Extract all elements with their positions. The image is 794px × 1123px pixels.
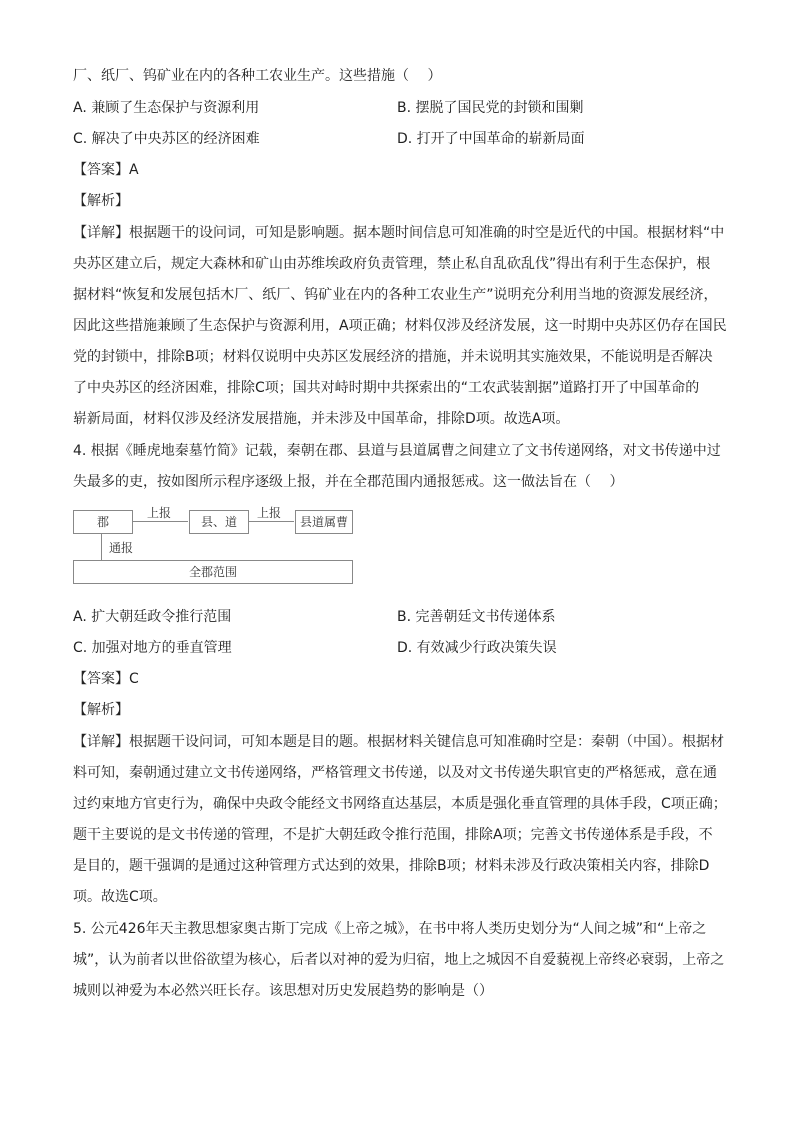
q3-detail-line: 党的封锁中，排除B项；材料仅说明中央苏区发展经济的措施，并未说明其实施效果，不能说明是否解决 bbox=[73, 349, 713, 365]
q4-detail-line: 料可知，秦朝通过建立文书传递网络，严格管理文书传递，以及对文书传递失职官吏的严格惩戒，意在通 bbox=[73, 765, 717, 781]
q3-option-d: D. 打开了中国革命的崭新局面 bbox=[397, 131, 585, 147]
q4-option-d: D. 有效减少行政决策失误 bbox=[397, 640, 557, 656]
connector-line bbox=[101, 533, 102, 560]
q3-analysis-label: 【解析】 bbox=[73, 193, 129, 209]
q4-option-c: C. 加强对地方的垂直管理 bbox=[73, 640, 232, 656]
q4-stem-line: 4. 根据《睡虎地秦墓竹简》记载，秦朝在郡、县道与县道属曹之间建立了文书传递网络，对文书传递中过 bbox=[73, 443, 721, 459]
q3-detail-line: 央苏区建立后，规定大森林和矿山由苏维埃政府负责管理，禁止私自乱砍乱伐”得出有利于生态保护，根 bbox=[73, 256, 711, 272]
q5-stem-line: 城则以神爱为本必然兴旺长存。该思想对历史发展趋势的影响是（） bbox=[73, 983, 493, 999]
q3-detail-line: 崭新局面，材料仅涉及经济发展措施，并未涉及中国革命，排除D项。故选A项。 bbox=[73, 411, 570, 427]
q3-detail-line: 了中央苏区的经济困难，排除C项；国共对峙时期中共探索出的“工农武装割据”道路打开了中国革命的 bbox=[73, 380, 700, 396]
q3-detail-line: 据材料“恢复和发展包括木厂、纸厂、钨矿业在内的各种工农业生产”说明充分利用当地的资源发展经济， bbox=[73, 287, 718, 303]
q3-answer: 【答案】A bbox=[73, 162, 139, 178]
label-report-up-2: 上报 bbox=[257, 506, 282, 520]
q4-option-b: B. 完善朝廷文书传递体系 bbox=[397, 609, 556, 625]
q4-detail-line: 过约束地方官吏行为，确保中央政令能经文书网络直达基层，本质是强化垂直管理的具体手段，C项正确； bbox=[73, 796, 727, 812]
box-xiandao-shucao: 县道属曹 bbox=[295, 510, 353, 534]
q4-detail-line: 项。故选C项。 bbox=[73, 889, 167, 905]
q4-detail-line: 题干主要说的是文书传递的管理，不是扩大朝廷政令推行范围，排除A项；完善文书传递体系是手段，不 bbox=[73, 827, 713, 843]
q3-option-c: C. 解决了中央苏区的经济困难 bbox=[73, 131, 260, 147]
q4-stem-line: 失最多的吏，按如图所示程序逐级上报，并在全郡范围内通报惩戒。这一做法旨在（ ） bbox=[73, 474, 624, 490]
q3-stem-tail: 厂、纸厂、钨矿业在内的各种工农业生产。这些措施（ ） bbox=[73, 68, 442, 84]
q3-option-a: A. 兼顾了生态保护与资源利用 bbox=[73, 100, 260, 116]
connector-line bbox=[132, 521, 188, 522]
q4-detail-line: 是目的，题干强调的是通过这种管理方式达到的效果，排除B项；材料未涉及行政决策相关内容，排除D bbox=[73, 858, 710, 874]
q4-detail-line: 【详解】根据题干设问词，可知本题是目的题。根据材料关键信息可知准确时空是：秦朝（中国）。根据材 bbox=[73, 734, 724, 750]
label-notify: 通报 bbox=[109, 541, 134, 555]
q4-option-a: A. 扩大朝廷政令推行范围 bbox=[73, 609, 232, 625]
q4-answer: 【答案】C bbox=[73, 671, 139, 687]
connector-line bbox=[248, 521, 294, 522]
q4-flow-diagram bbox=[73, 508, 353, 588]
box-xian-dao: 县、道 bbox=[189, 510, 249, 534]
label-report-up-1: 上报 bbox=[147, 506, 172, 520]
box-jun: 郡 bbox=[73, 510, 133, 534]
q5-stem-line: 5. 公元426年天主教思想家奥古斯丁完成《上帝之城》，在书中将人类历史划分为“人间之城”和“上帝之 bbox=[73, 921, 707, 937]
q3-detail-line: 因此这些措施兼顾了生态保护与资源利用，A项正确；材料仅涉及经济发展，这一时期中央苏区仍存在国民 bbox=[73, 318, 727, 334]
q5-stem-line: 城”，认为前者以世俗欲望为核心，后者以对神的爱为归宿，地上之城因不自爱藐视上帝终必衰弱，上帝之 bbox=[73, 952, 725, 968]
q3-option-b: B. 摆脱了国民党的封锁和围剿 bbox=[397, 100, 584, 116]
q4-analysis-label: 【解析】 bbox=[73, 702, 129, 718]
q3-detail-line: 【详解】根据题干的设问词，可知是影响题。据本题时间信息可知准确的时空是近代的中国。根据材料“中 bbox=[73, 225, 725, 241]
box-whole-jun: 全郡范围 bbox=[73, 560, 353, 584]
